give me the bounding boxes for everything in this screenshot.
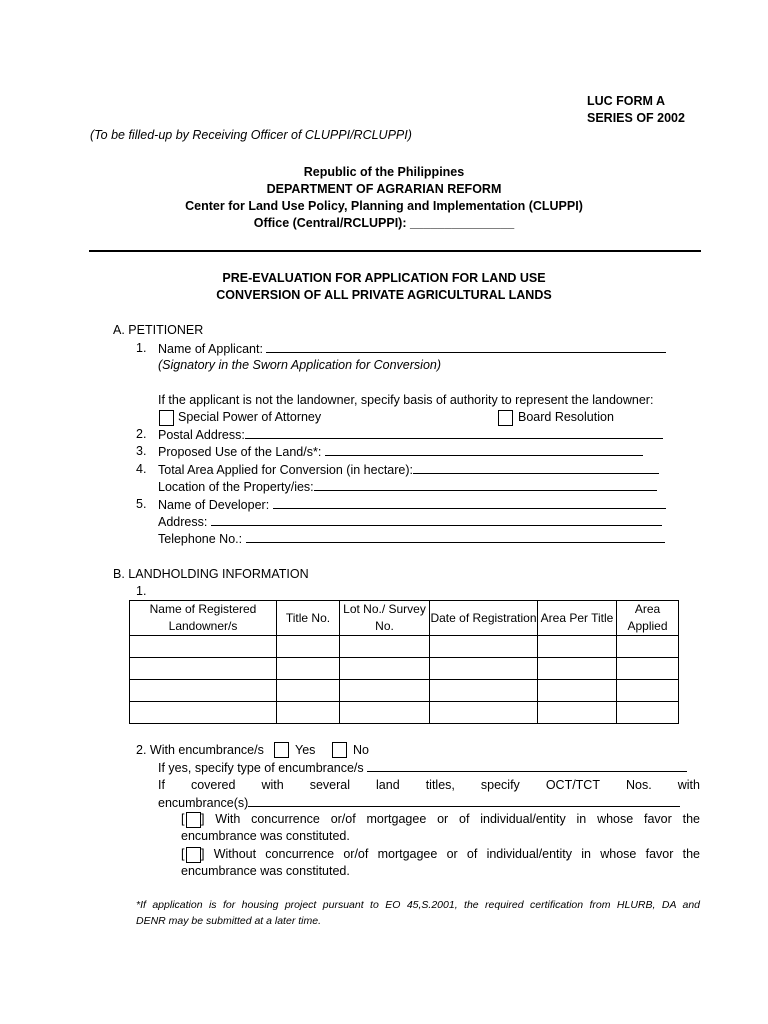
total-area-line[interactable]: [413, 461, 659, 474]
with-concurrence-checkbox[interactable]: [186, 812, 201, 828]
table-cell[interactable]: [130, 658, 277, 680]
word: If: [158, 778, 165, 792]
postal-address-field[interactable]: [158, 426, 663, 443]
without-concurrence-cont: encumbrance was constituted.: [181, 864, 350, 878]
table-cell[interactable]: [430, 636, 538, 658]
table-row: [130, 636, 679, 658]
encumbrance-no-checkbox[interactable]: [332, 742, 347, 758]
proposed-use-label: Proposed Use of the Land/s*:: [158, 445, 322, 459]
table-cell[interactable]: [617, 658, 679, 680]
with-concurrence-bracket: [: [181, 812, 185, 826]
word: specify: [480, 778, 520, 792]
spa-label: Special Power of Attorney: [178, 410, 322, 424]
postal-address-label: Postal Address:: [158, 428, 245, 442]
without-concurrence-checkbox[interactable]: [186, 847, 201, 863]
oct-tct-line[interactable]: [248, 794, 680, 807]
item4-number: 4.: [136, 462, 147, 476]
applicant-note: (Signatory in the Sworn Application for Conversion): [158, 358, 442, 372]
table-header-row: [130, 601, 679, 636]
location-label: Location of the Property/ies:: [158, 480, 314, 494]
applicant-name-label: Name of Applicant:: [158, 342, 263, 356]
form-series: SERIES OF 2002: [587, 111, 685, 125]
telephone-line[interactable]: [246, 530, 665, 543]
authority-text: If the applicant is not the landowner, specify basis of authority to represent the landowner:: [158, 393, 654, 407]
table-cell[interactable]: [430, 658, 538, 680]
word: covered: [190, 778, 236, 792]
developer-address-label: Address:: [158, 515, 208, 529]
table-cell[interactable]: [430, 702, 538, 724]
encumbrance-type-line[interactable]: [367, 759, 687, 772]
encumbrance-label: 2. With encumbrance/s: [136, 743, 264, 757]
table-cell[interactable]: [617, 636, 679, 658]
location-line[interactable]: [314, 478, 657, 491]
word: with: [261, 778, 284, 792]
word: Nos.: [626, 778, 652, 792]
with-concurrence-text: ] With concurrence or/of mortgagee or of individual/entity in whose favor the: [201, 812, 700, 826]
proposed-use-line[interactable]: [325, 443, 643, 456]
oct-tct-label: encumbrance(s): [158, 796, 249, 810]
header-department: DEPARTMENT OF AGRARIAN REFORM: [266, 182, 502, 196]
table-cell[interactable]: [340, 702, 430, 724]
word: land: [376, 778, 400, 792]
header-center: Center for Land Use Policy, Planning and Implementation (CLUPPI): [185, 199, 583, 213]
table-cell[interactable]: [340, 658, 430, 680]
item5-number: 5.: [136, 497, 147, 511]
spa-checkbox[interactable]: [159, 410, 174, 426]
table-cell[interactable]: [538, 636, 617, 658]
column-header: Lot No./ Survey No.: [340, 601, 430, 636]
encumbrance-yes-checkbox[interactable]: [274, 742, 289, 758]
telephone-label: Telephone No.:: [158, 532, 243, 546]
column-header: Date of Registration: [430, 601, 538, 636]
header-divider: [89, 250, 701, 252]
column-header: Area Applied: [617, 601, 679, 636]
form-title-line2: CONVERSION OF ALL PRIVATE AGRICULTURAL LANDS: [216, 288, 552, 302]
b-item1-number: 1.: [136, 584, 147, 598]
applicant-name-line[interactable]: [266, 340, 666, 353]
table-cell[interactable]: [130, 702, 277, 724]
table-cell[interactable]: [340, 680, 430, 702]
table-cell[interactable]: [130, 680, 277, 702]
table-cell[interactable]: [538, 702, 617, 724]
developer-address-field[interactable]: [158, 513, 662, 530]
total-area-field[interactable]: [158, 461, 659, 478]
word: several: [309, 778, 351, 792]
item2-number: 2.: [136, 427, 147, 441]
table-cell[interactable]: [277, 636, 340, 658]
item1-number: 1.: [136, 341, 147, 355]
table-cell[interactable]: [340, 636, 430, 658]
postal-address-line[interactable]: [245, 426, 663, 439]
applicant-name-field[interactable]: [158, 340, 666, 357]
word: OCT/TCT: [545, 778, 600, 792]
header-republic: Republic of the Philippines: [303, 165, 465, 179]
section-b-heading: B. LANDHOLDING INFORMATION: [113, 567, 309, 581]
table-cell[interactable]: [277, 680, 340, 702]
table-cell[interactable]: [277, 702, 340, 724]
table-row: [130, 680, 679, 702]
total-area-label: Total Area Applied for Conversion (in hectare):: [158, 463, 413, 477]
oct-tct-field[interactable]: [158, 794, 680, 811]
without-concurrence-bracket: [: [181, 847, 185, 861]
table-cell[interactable]: [617, 680, 679, 702]
with-concurrence-cont: encumbrance was constituted.: [181, 829, 350, 843]
location-field[interactable]: [158, 478, 657, 495]
encumbrance-type-label: If yes, specify type of encumbrance/s: [158, 761, 364, 775]
table-cell[interactable]: [130, 636, 277, 658]
footnote-line1: *If application is for housing project pursuant to EO 45,S.2001, the required certification from HLURB, DA and: [136, 899, 700, 911]
proposed-use-field[interactable]: [158, 443, 643, 460]
column-header: Title No.: [277, 601, 340, 636]
developer-name-label: Name of Developer:: [158, 498, 270, 512]
board-resolution-label: Board Resolution: [518, 410, 614, 424]
table-row: [130, 658, 679, 680]
telephone-field[interactable]: [158, 530, 665, 547]
board-resolution-checkbox[interactable]: [498, 410, 513, 426]
column-header: Name of Registered Landowner/s: [130, 601, 277, 636]
table-cell[interactable]: [538, 680, 617, 702]
table-cell[interactable]: [277, 658, 340, 680]
receiving-note: (To be filled-up by Receiving Officer of CLUPPI/RCLUPPI): [90, 128, 412, 142]
table-cell[interactable]: [538, 658, 617, 680]
form-number: LUC FORM A: [587, 94, 665, 108]
column-header: Area Per Title: [538, 601, 617, 636]
table-row: [130, 702, 679, 724]
table-cell[interactable]: [617, 702, 679, 724]
developer-name-line[interactable]: [273, 496, 666, 509]
table-cell[interactable]: [430, 680, 538, 702]
encumbrance-yes-label: Yes: [295, 743, 316, 757]
encumbrance-no-label: No: [353, 743, 369, 757]
several-titles-text: [158, 777, 700, 793]
section-a-heading: A. PETITIONER: [113, 323, 204, 337]
without-concurrence-text: ] Without concurrence or/of mortgagee or of individual/entity in whose favor the: [201, 847, 700, 861]
word: with: [677, 778, 700, 792]
item3-number: 3.: [136, 444, 147, 458]
landholding-table: [129, 600, 679, 724]
footnote-line2: DENR may be submitted at a later time.: [136, 915, 321, 927]
form-title-line1: PRE-EVALUATION FOR APPLICATION FOR LAND USE: [222, 271, 546, 285]
word: titles,: [425, 778, 455, 792]
developer-address-line[interactable]: [211, 513, 662, 526]
developer-name-field[interactable]: [158, 496, 666, 513]
header-office: Office (Central/RCLUPPI): _______________: [253, 216, 515, 230]
encumbrance-type-field[interactable]: [158, 759, 687, 776]
